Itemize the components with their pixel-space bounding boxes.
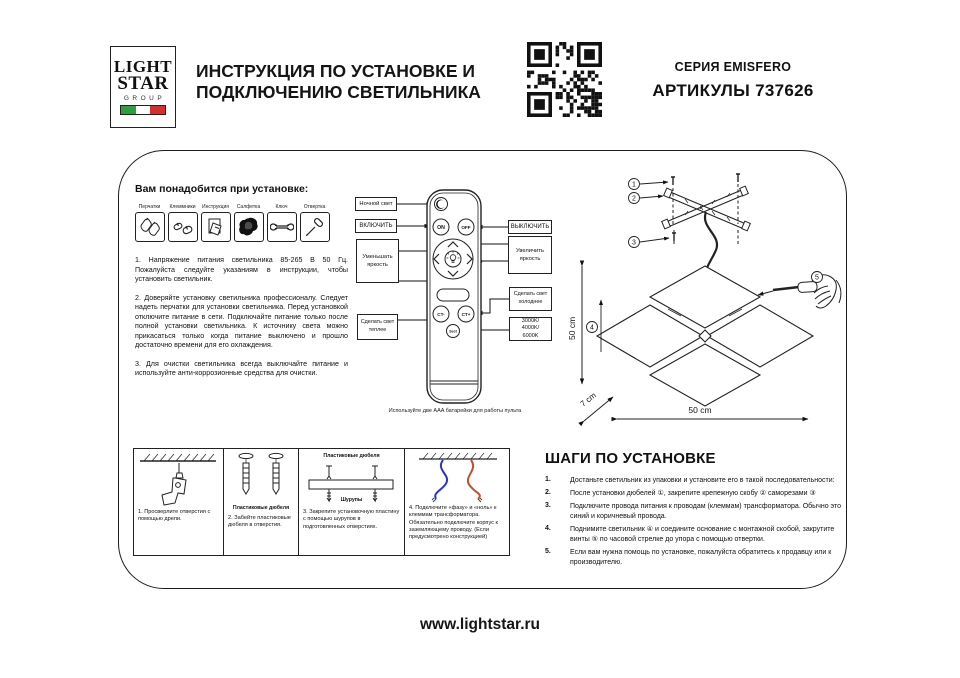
blank-button[interactable]	[437, 289, 469, 301]
step-item: 2. После установки дюбелей ①, закрепите крепежную скобу ② саморезами ③	[545, 489, 816, 498]
label-warmer-light: Сделать свет теплее	[357, 314, 398, 340]
drill-illustration	[134, 449, 222, 507]
label-color-temperatures: 3000K/ 4000K/ 6000K	[509, 317, 552, 341]
gloves-icon	[138, 215, 162, 239]
tool-terminal-blocks: Клеммники	[168, 204, 197, 242]
warning-2: 2. Доверяйте установку светильника профессионалу. Следует надеть перчатки для установки светильника. Перед установкой отключите питание в сети. Подключайте питание только после полной установки светильника. К источнику света можно прикасаться только когда питание выключено и прошло достаточно времени для его охлаждения.	[135, 293, 348, 349]
tool-screwdriver: Отвертка	[300, 204, 329, 242]
battery-note: Используйте две AAA батарейки для работы пульта	[388, 408, 522, 414]
series-label: СЕРИЯ EMISFERO	[674, 60, 792, 74]
steps-list	[545, 476, 843, 567]
safety-warnings	[135, 256, 348, 388]
logo-text-group: GROUP	[123, 95, 166, 103]
dowels-top-label: Пластиковые дюбеля	[323, 453, 380, 459]
wrench-icon	[270, 215, 294, 239]
label-increase-brightness: Увеличить яркость	[508, 236, 552, 274]
warning-3: 3. Для очистки светильника всегда выключайте питание и используйте анти-коррозионные средства для очистки.	[135, 359, 348, 377]
callout-3: 3	[632, 239, 636, 247]
step-panel-3	[299, 449, 405, 555]
screwdriver-icon	[303, 215, 327, 239]
instruction-icon	[204, 215, 228, 239]
hand-screwdriver	[758, 275, 841, 308]
fixture-diagram	[558, 158, 858, 430]
callout-5: 5	[815, 274, 819, 282]
dim-height-label: 50 cm	[567, 316, 577, 340]
steps-heading: ШАГИ ПО УСТАНОВКЕ	[545, 450, 716, 467]
on-button-label: ON	[437, 225, 445, 231]
callout-1: 1	[632, 181, 636, 189]
callout-4: 4	[590, 324, 594, 332]
step-panel-1	[134, 449, 224, 555]
article-number: АРТИКУЛЫ 737626	[652, 81, 814, 100]
panel-caption: 4. Подключите «фазу» и «ноль» к клеммам трансформатора. Обязательно подключите корпус к заземляющему проводу. (Если предусмотрено конструкцией)	[409, 505, 498, 541]
label-turn-on: ВКЛЮЧИТЬ	[355, 219, 397, 233]
label-turn-off: ВЫКЛЮЧИТЬ	[508, 220, 552, 234]
screw-axes	[671, 174, 740, 246]
dim-depth-label: 7 cm	[578, 390, 598, 409]
step-item: 4. Поднимите светильник ④ и соедините основание с монтажной скобой, закрутите винты ⑤ по часовой стрелке до упора с помощью отвертки.	[545, 525, 835, 543]
product-info	[638, 60, 828, 101]
install-steps	[545, 450, 843, 571]
install-step-panels	[133, 448, 510, 556]
step-item: 1. Достаньте светильник из упаковки и установите его в такой последовательности:	[545, 476, 835, 484]
dim-width-label: 50 cm	[688, 405, 712, 415]
title-line-1: ИНСТРУКЦИЯ ПО УСТАНОВКЕ И	[196, 61, 475, 81]
title-line-2: ПОДКЛЮЧЕНИЮ СВЕТИЛЬНИКА	[196, 82, 481, 103]
label-night-light: Ночной свет	[355, 197, 397, 211]
ct-minus-label: CT-	[437, 312, 445, 317]
tool-gloves: Перчатки	[135, 204, 164, 242]
panel-caption: 1. Просверлите отверстия с помощью дрели.	[138, 509, 211, 523]
tool-napkin: Салфетка	[234, 204, 263, 242]
tools-row	[135, 204, 329, 242]
lamp-panels	[597, 266, 813, 406]
needs-heading: Вам понадобится при установке:	[135, 183, 309, 195]
callout-2: 2	[632, 195, 636, 203]
off-button-label: OFF	[461, 225, 471, 230]
qr-code	[527, 42, 602, 117]
website-link[interactable]: www.lightstar.ru	[420, 616, 540, 633]
panel-caption: 3. Закрепите установочную пластину с помощью шурупов в подготовленных отверстиях.	[303, 509, 400, 530]
italian-flag-icon	[120, 105, 166, 115]
step-item: 3. Подключите провода питания к проводам (клеммам) трансформатора. Обычно это синий и коричневый провода.	[545, 502, 841, 520]
ct-plus-label: CT+	[461, 312, 471, 317]
dowels-illustration	[224, 449, 297, 503]
step-panel-2	[224, 449, 299, 555]
logo-text-star: STAR	[117, 73, 169, 95]
label-decrease-brightness: Уменьшать яркость	[356, 239, 399, 283]
warning-1: 1. Напряжение питания светильника 85-265 В 50 Гц. Пожалуйста следуйте указаниям в инструкции, чтобы установить светильник.	[135, 256, 348, 283]
dowels-label: Пластиковые дюбеля	[232, 505, 290, 511]
tool-instruction: Инструкция	[201, 204, 230, 242]
terminal-blocks-icon	[171, 215, 195, 239]
page-title	[196, 61, 526, 104]
screws-label: Шурупы	[340, 497, 363, 503]
lightstar-logo	[110, 46, 176, 128]
step-panel-4	[405, 449, 509, 555]
panel-caption: 2. Забейте пластиковые дюбеля в отверстия.	[228, 515, 291, 529]
tool-wrench: Ключ	[267, 204, 296, 242]
logo-text-light: LIGHT	[113, 56, 173, 76]
napkin-icon	[237, 215, 261, 239]
step-item: 5. Если вам нужна помощь по установке, пожалуйста обратитесь к продавцу или к производителю.	[545, 547, 832, 566]
label-colder-light: Сделать свет холоднее	[509, 287, 552, 311]
wires-illustration	[405, 449, 507, 503]
sect-label: Sect	[449, 329, 457, 334]
